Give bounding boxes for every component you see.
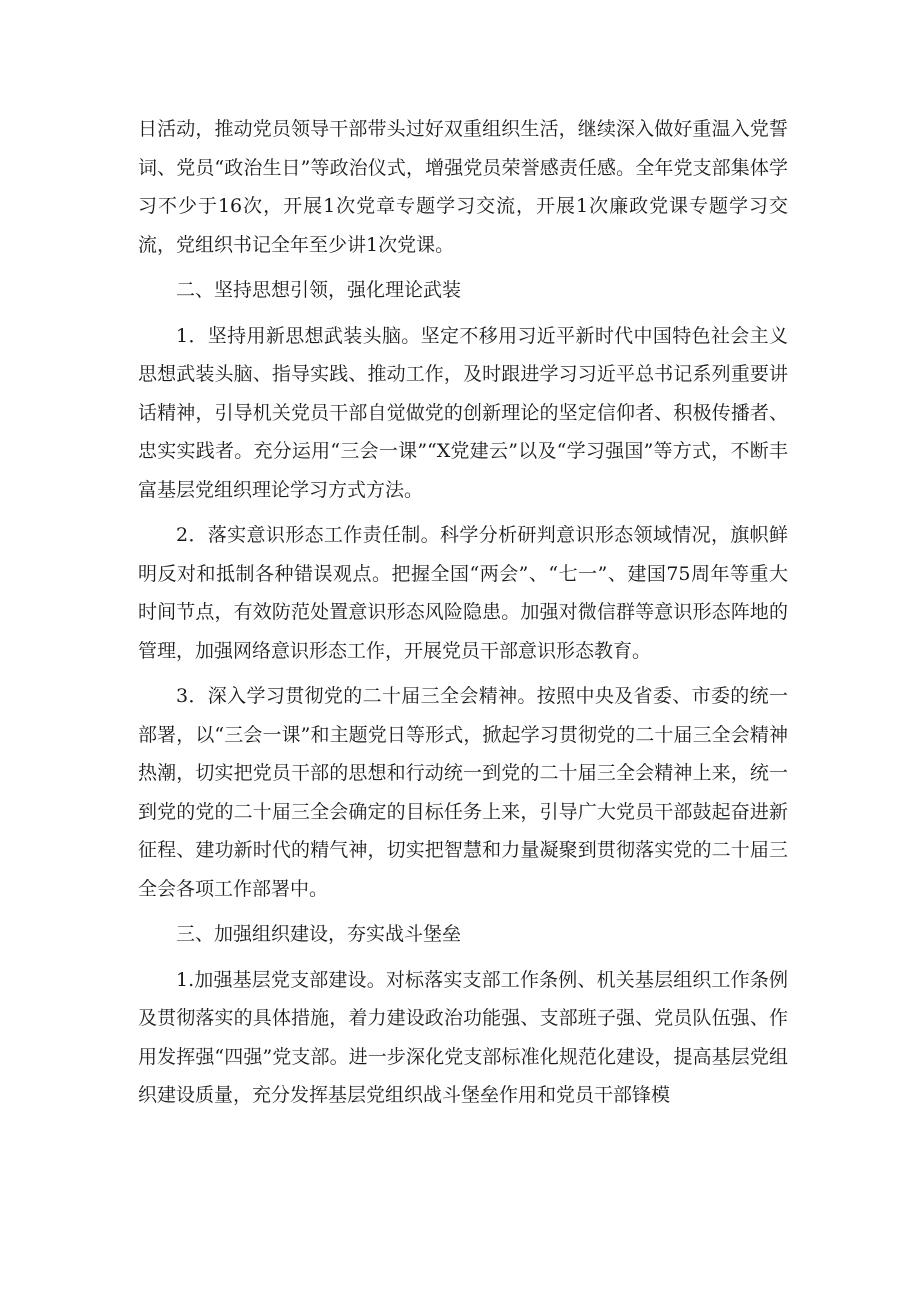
paragraph-2-1: 1．坚持用新思想武装头脑。坚定不移用习近平新时代中国特色社会主义思想武装头脑、指导实践、推动工作，及时跟进学习习近平总书记系列重要讲话精神，引导机关党员干部自觉做党的创新理论的坚定信仰者、积极传播者、忠实实践者。充分运用“三会一课”“X党建云”以及“学习强国”等方式，不断丰富基层党组织理论学习方式方法。: [138, 324, 788, 501]
section-heading-2: 二、坚持思想引领，强化理论武装: [176, 279, 462, 301]
paragraph-2-3: 3．深入学习贯彻党的二十届三全会精神。按照中央及省委、市委的统一部署，以“三会一课”和主题党日等形式，掀起学习贯彻党的二十届三全会精神热潮，切实把党员干部的思想和行动统一到党的二十届三全会精神上来，统一到党的党的二十届三全会确定的目标任务上来，引导广大党员干部鼓起奋进新征程、建功新时代的精气神，切实把智慧和力量凝聚到贯彻落实党的二十届三全会各项工作部署中。: [138, 685, 788, 900]
paragraph-continuation: 日活动，推动党员领导干部带头过好双重组织生活，继续深入做好重温入党誓词、党员“政治生日”等政治仪式，增强党员荣誉感责任感。全年党支部集体学习不少于16次，开展1次党章专题学习交流，开展1次廉政党课专题学习交流，党组织书记全年至少讲1次党课。: [138, 118, 788, 256]
document-body: [138, 110, 788, 1122]
paragraph-3-1: 1.加强基层党支部建设。对标落实支部工作条例、机关基层组织工作条例及贯彻落实的具体措施，着力建设政治功能强、支部班子强、党员队伍强、作用发挥强“四强”党支部。进一步深化党支部标准化规范化建设，提高基层党组织建设质量，充分发挥基层党组织战斗堡垒作用和党员干部锋模: [138, 968, 788, 1106]
paragraph-2-2: 2．落实意识形态工作责任制。科学分析研判意识形态领域情况，旗帜鲜明反对和抵制各种错误观点。把握全国“两会”、“七一”、建国75周年等重大时间节点，有效防范处置意识形态风险隐患。加强对微信群等意识形态阵地的管理，加强网络意识形态工作，开展党员干部意识形态教育。: [138, 524, 788, 662]
section-heading-3: 三、加强组织建设，夯实战斗堡垒: [176, 923, 462, 945]
